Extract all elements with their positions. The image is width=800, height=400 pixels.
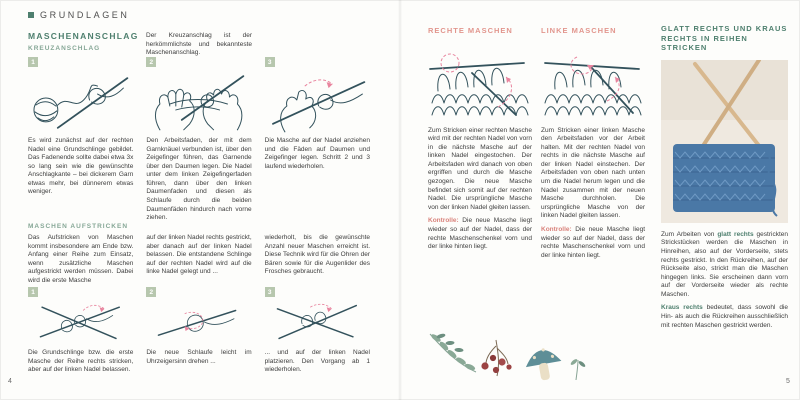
column-body: Zum Stricken einer linken Masche den Arbeitsfaden vor der Arbeit halten. Mit der rechten Nadel von rechts in die nächste Masche auf der linken Nadel einstechen. Der Arbeitsfaden von oben nach unten um die Nadel herum legen und die Nadel zusammen mit der neuen Masche durchholen. Die ursprüngliche Masche von der linken Nadel gleiten lassen. (541, 126, 645, 220)
highlight-glatt-rechts: glatt rechts (717, 230, 754, 238)
step-number-badge: 1 (28, 57, 38, 67)
subsection-title-kreuzanschlag: KREUZANSCHLAG (28, 45, 101, 52)
illustration-slipknot-yarn-ball (28, 69, 133, 133)
step-cell (146, 287, 251, 375)
kontrolle-label: Kontrolle: (541, 225, 572, 233)
intro-text: auf der linken Nadel rechts gestrickt, aber danach auf der linken Nadel belassen. Die entstandene Schlinge auf der rechten Nadel wird auf die linke Nadel gelegt und ... (146, 234, 252, 276)
step-cell (146, 57, 251, 223)
chapter-square-icon (28, 12, 34, 18)
step-number-badge: 3 (265, 57, 275, 67)
small-sprout (570, 358, 586, 380)
kontrolle-paragraph (541, 226, 645, 260)
page-gutter (398, 0, 402, 400)
step-cell (265, 287, 370, 375)
aufstricken-steps (28, 287, 370, 375)
column-body: Zum Stricken einer rechten Masche wird mit der rechten Nadel von vorn in die nächste Masche auf der linken Nadel eingestochen. Der Arbeitsfaden wird danach von oben ergriffen und durch die Masche gezogen. Die neue Masche befindet sich somit auf der rechten Nadel. Die ursprüngliche Masche von der linken Nadel gleiten lassen. (428, 126, 532, 211)
botanical-decoration (424, 326, 589, 386)
step-text: Es wird zunächst auf der rechten Nadel eine Grundschlinge gebildet. Das Fadenende sollte dabei etwa 3x so lang sein wie die gewünschte Anschlagkante – bei dickerem Garn etwas mehr, bei dünnerem etwas weniger. (28, 137, 134, 196)
step-number-badge: 1 (28, 287, 38, 297)
kreuzanschlag-intro: Der Kreuzanschlag ist der herkömmlichste und bekannteste Maschenanschlag. (146, 32, 252, 57)
page-number-left: 4 (8, 378, 12, 385)
mushroom (523, 346, 564, 383)
column-title-glatt-kraus: GLATT RECHTS UND KRAUS RECHTS IN REIHEN STRICKEN (661, 24, 788, 53)
intro-text: wiederholt, bis die gewünschte Anzahl neuer Maschen erreicht ist. Diese Technik wird für die Ohren der Bären sowie für die Augenlider des Frosches gebraucht. (264, 234, 370, 276)
p1-pre: Zum Arbeiten von (661, 230, 718, 238)
step-number-badge: 2 (146, 57, 156, 67)
highlight-kraus-rechts: Kraus rechts (661, 304, 703, 312)
kontrolle-label: Kontrolle: (428, 217, 459, 225)
illustration-knit-first-stitch (28, 299, 133, 345)
intro-text: Das Aufstricken von Maschen kommt insbesondere am Ende bzw. Anfang einer Reihe zum Einsatz, wenn zusätzliche Maschen aufgestrickt werden müssen. Dabei wird die erste Masche (28, 234, 134, 284)
column-body-p1 (661, 231, 788, 300)
page-number-right: 5 (786, 378, 790, 385)
illustration-place-loop-left-needle (265, 299, 370, 345)
illustration-hands-holding-yarn (146, 69, 251, 133)
step-number-badge: 2 (146, 287, 156, 297)
column-body-p2 (661, 304, 788, 330)
diagram-knit-stitch (428, 43, 532, 119)
illustration-twist-loop (146, 299, 251, 345)
column-rechte-maschen (428, 26, 532, 252)
step-text: Den Arbeitsfaden, der mit dem Garnknäuel verbunden ist, über den Zeigefinger führen, das Garnende über den Daumen legen. Die Nadel unter dem linken Zeigefingerfaden führen, dann über den linken Daumenfaden und diesen als Schlaufe durch die beiden Daumenfäden hindurch nach vorne ziehen. (146, 137, 252, 222)
section-title-maschenanschlag: MASCHENANSCHLAG (28, 31, 139, 41)
step-text: ... und auf der linken Nadel platzieren. Den Vorgang ab 1 wiederholen. (264, 349, 370, 374)
diagram-purl-stitch (541, 43, 645, 119)
step-cell (28, 57, 133, 223)
step-number-badge: 3 (265, 287, 275, 297)
p2-post: bedeutet, dass sowohl die Hin- als auch die Rückreihen ausschließlich mit rechten Maschen gestrickt werden. (661, 304, 788, 329)
p1-post: gestrickten Strickstücken werden die Maschen in Hinreihen, also auf der Vorderseite, stets rechts gestrickt. In den Rückreihen, auf der Rückseite also, strickt man die Maschen hingegen links. Sie erscheinen dann vorn auf der Vorderseite wieder als rechte Maschen. (661, 230, 788, 298)
step-text: Die Grundschlinge bzw. die erste Masche der Reihe rechts stricken, aber auf der linken Nadel belassen. (28, 349, 134, 374)
step-text: Die neue Schlaufe leicht im Uhrzeigersinn drehen ... (146, 349, 252, 365)
kreuzanschlag-steps (28, 57, 370, 223)
subsection-title-maschen-aufstricken: MASCHEN AUFSTRICKEN (28, 223, 129, 230)
kontrolle-paragraph (428, 217, 532, 251)
chapter-header (28, 10, 130, 20)
column-linke-maschen (541, 26, 645, 260)
column-title-linke-maschen: LINKE MASCHEN (541, 26, 617, 35)
aufstricken-intros (28, 234, 370, 285)
step-text: Die Masche auf der Nadel anziehen und die Fäden auf Daumen und Zeigefinger legen. Schritt 2 und 3 laufend wiederholen. (264, 137, 370, 170)
chapter-title: GRUNDLAGEN (40, 10, 130, 20)
illustration-tighten-stitch (265, 69, 370, 133)
kontrolle-text: Die neue Masche liegt wieder so auf der Nadel, dass der rechte Maschenschenkel vorn und der linke hinten liegt. (428, 217, 532, 251)
step-cell (28, 287, 133, 375)
step-cell (265, 57, 370, 223)
berry-cluster (481, 340, 511, 376)
leaf-sprig (430, 333, 476, 372)
column-title-rechte-maschen: RECHTE MASCHEN (428, 26, 513, 35)
kontrolle-text: Die neue Masche liegt wieder so auf der Nadel, dass der rechte Maschenschenkel vorn und der linke hinten liegt. (541, 225, 645, 259)
column-glatt-kraus-rechts (661, 24, 788, 330)
knitting-photo (661, 60, 788, 223)
